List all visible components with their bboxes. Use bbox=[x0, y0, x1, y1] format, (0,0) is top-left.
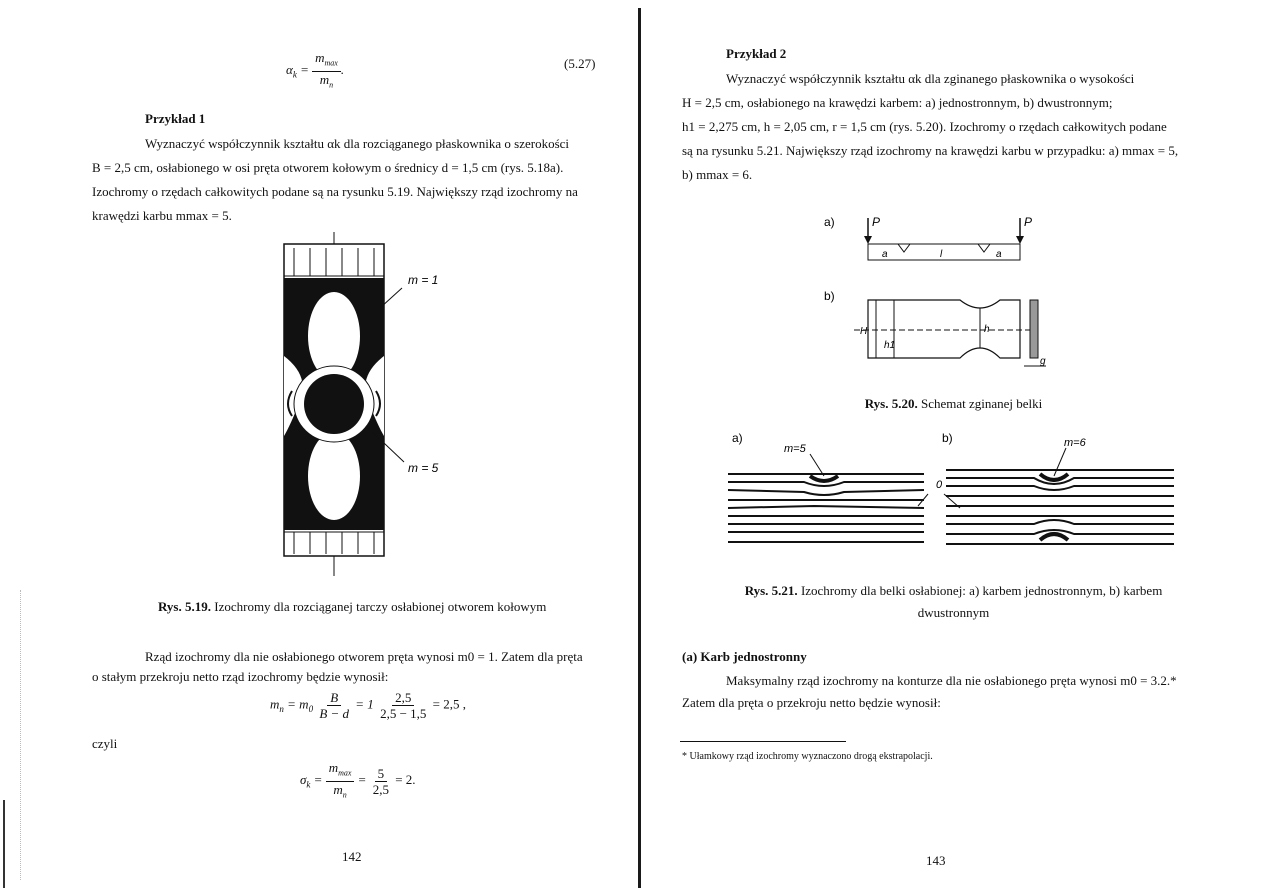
span-a-right: a bbox=[996, 249, 1002, 260]
label-m1: m = 1 bbox=[408, 273, 439, 287]
figure-5-21 bbox=[714, 428, 1204, 558]
figure-5-19-caption: Rys. 5.19. Izochromy dla rozciąganej tarczy osłabionej otworem kołowym bbox=[158, 599, 547, 614]
example-1-line: Izochromy o rzędach całkowitych podane są na rysunku 5.19. Największy rząd izochromy na bbox=[92, 184, 578, 199]
label-m5: m = 5 bbox=[408, 461, 439, 475]
support-right bbox=[978, 244, 990, 252]
example-1-line: B = 2,5 cm, osłabionego w osi pręta otworem kołowym o średnicy d = 1,5 cm (rys. 5.18a). bbox=[92, 160, 564, 175]
leader-m6 bbox=[1054, 448, 1066, 476]
example-2-line: H = 2,5 cm, osłabionego na krawędzi karbem: a) jednostronnym, b) dwustronnym; bbox=[682, 95, 1113, 110]
equation-mn: $m_n = m_0$ $\frac{B}{B - d}$ = 1 $\frac{2,5}{2,5 - 1,5}$ = 2,5 , bbox=[270, 690, 466, 721]
section-heading: (a) Karb jednostronny bbox=[682, 649, 807, 664]
example-1-title: Przykład 1 bbox=[145, 111, 206, 126]
example-2-title: Przykład 2 bbox=[726, 46, 787, 61]
footnote: * Ułamkowy rząd izochromy wyznaczono drogą ekstrapolacji. bbox=[682, 751, 933, 762]
example-1-line: Wyznaczyć współczynnik kształtu αk dla rozciąganego płaskownika o szerokości bbox=[145, 136, 570, 151]
span-a-left: a bbox=[882, 249, 888, 260]
fig520-label-a: a) bbox=[824, 215, 835, 229]
czyli-label: czyli bbox=[92, 736, 118, 751]
figure-5-21-caption: Rys. 5.21. Izochromy dla belki osłabionej: a) karbem jednostronnym, b) karbem bbox=[744, 583, 1163, 598]
example-2-line: b) mmax = 6. bbox=[682, 167, 753, 182]
dim-h-label: h bbox=[984, 324, 990, 335]
paragraph-line: Rząd izochromy dla nie osłabionego otworem pręta wynosi m0 = 1. Zatem dla pręta bbox=[145, 649, 583, 664]
footnote-rule bbox=[680, 741, 846, 742]
example-2-line: są na rysunku 5.21. Największy rząd izochromy na krawędzi karbu w przypadku: a) mmax = 5, bbox=[682, 143, 1179, 158]
paragraph-line: o stałym przekroju netto rząd izochromy będzie wynosił: bbox=[92, 669, 389, 684]
right-page bbox=[644, 0, 1263, 893]
equation-sigma: $\sigma_k$ = $\frac{m_{max}}{m_n}$ = $\frac{5}{2,5}$ = 2. bbox=[300, 760, 416, 800]
example-2-line: h1 = 2,275 cm, h = 2,05 cm, r = 1,5 cm (rys. 5.20). Izochromy o rzędach całkowitych podane bbox=[682, 119, 1167, 134]
equation-5-27: $\alpha_k$ = $\frac{m_{max}}{m_n}$ . bbox=[286, 50, 345, 90]
span-l: l bbox=[940, 249, 943, 260]
load-P-right: P bbox=[1024, 215, 1033, 229]
figure-5-21-caption-line2: dwustronnym bbox=[917, 605, 990, 620]
fig521-label-a: a) bbox=[732, 431, 743, 445]
equation-number: (5.27) bbox=[564, 56, 596, 71]
load-arrowhead-left bbox=[864, 236, 872, 244]
example-1-line: krawędzi karbu mmax = 5. bbox=[92, 208, 232, 223]
label-m6: m=6 bbox=[1064, 437, 1086, 449]
hole bbox=[304, 374, 364, 434]
leader-m5 bbox=[810, 454, 824, 476]
paragraph-line: Zatem dla pręta o przekroju netto będzie wynosił: bbox=[682, 695, 941, 710]
figure-5-20 bbox=[824, 208, 1064, 378]
white-lobe-lower bbox=[308, 432, 360, 520]
dim-h1-label: h1 bbox=[884, 340, 896, 351]
load-P-left: P bbox=[872, 215, 881, 229]
page-number: 142 bbox=[342, 849, 362, 864]
fringe-pattern-b bbox=[946, 470, 1174, 544]
fringe-pattern-a bbox=[728, 474, 924, 542]
fig520-label-b: b) bbox=[824, 289, 835, 303]
label-m5: m=5 bbox=[784, 443, 806, 455]
section-hatch bbox=[1030, 300, 1038, 358]
load-arrowhead-right bbox=[1016, 236, 1024, 244]
label-zero: 0 bbox=[936, 479, 943, 491]
page-number: 143 bbox=[926, 853, 946, 868]
dim-g-label: g bbox=[1040, 356, 1046, 367]
figure-5-20-caption: Rys. 5.20. Schemat zginanej belki bbox=[864, 396, 1043, 411]
support-left bbox=[898, 244, 910, 252]
example-2-line: Wyznaczyć współczynnik kształtu αk dla zginanego płaskownika o wysokości bbox=[726, 71, 1135, 86]
dim-H-label: H bbox=[860, 326, 868, 337]
fig521-label-b: b) bbox=[942, 431, 953, 445]
paragraph-line: Maksymalny rząd izochromy na konturze dla nie osłabionego pręta wynosi m0 = 3.2.* bbox=[726, 673, 1177, 688]
figure-5-19 bbox=[270, 226, 470, 582]
